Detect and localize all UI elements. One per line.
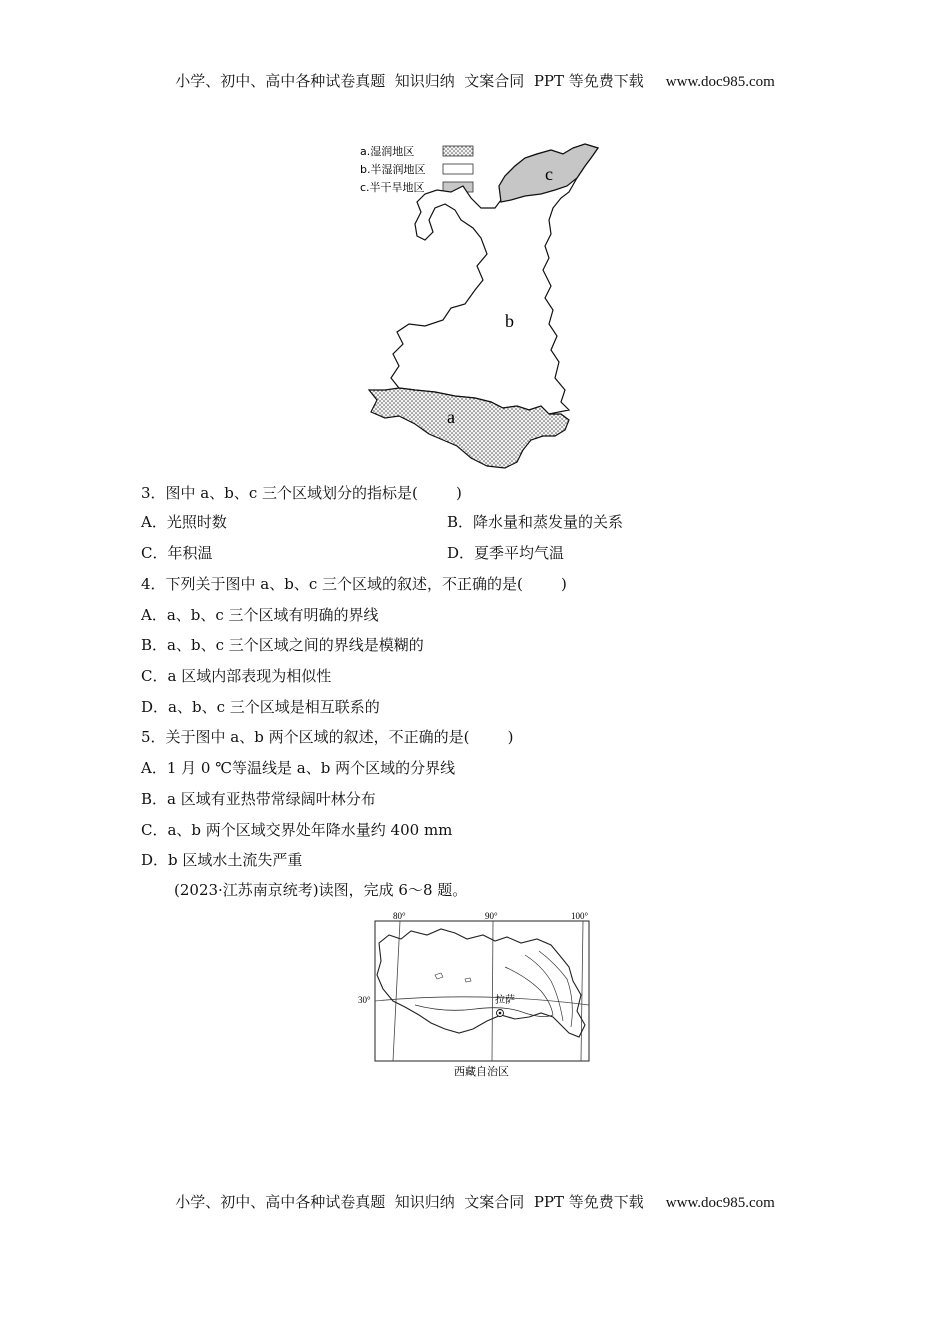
map-legend: [360, 144, 473, 194]
question-4-option-c: C．a 区域内部表现为相似性: [141, 667, 332, 685]
tibet-map: [355, 905, 595, 1085]
legend-label-a: a.湿润地区: [360, 145, 415, 158]
map-caption: 西藏自治区: [454, 1065, 509, 1078]
page-header: [0, 70, 950, 91]
lon-label-90: 90°: [485, 911, 498, 921]
lat-label-30: 30°: [358, 995, 371, 1005]
region-label-c: c: [545, 164, 553, 184]
source-line: (2023·江苏南京统考)读图，完成 6～8 题。: [174, 881, 468, 899]
lhasa-marker-dot: [499, 1012, 502, 1015]
legend-label-b: b.半湿润地区: [360, 163, 426, 176]
map-frame: [375, 921, 589, 1061]
question-3-option-a: A．光照时数: [141, 513, 227, 531]
question-5-option-d: D．b 区域水土流失严重: [141, 851, 303, 869]
question-3-option-c: C．年积温: [141, 544, 213, 562]
question-4-option-b: B．a、b、c 三个区域之间的界线是模糊的: [141, 636, 424, 654]
region-label-b: b: [505, 311, 514, 331]
header-text: 小学、初中、高中各种试卷真题 知识归纳 文案合同 PPT 等免费下载: [175, 72, 644, 90]
question-5-option-a: A．1 月 0 ℃等温线是 a、b 两个区域的分界线: [141, 759, 456, 777]
page-footer: [0, 1191, 950, 1212]
question-4-option-a: A．a、b、c 三个区域有明确的界线: [141, 606, 379, 624]
question-5-option-c: C．a、b 两个区域交界处年降水量约 400 mm: [141, 821, 453, 839]
question-4-stem: 4．下列关于图中 a、b、c 三个区域的叙述，不正确的是( ): [141, 575, 567, 593]
footer-text: 小学、初中、高中各种试卷真题 知识归纳 文案合同 PPT 等免费下载: [175, 1193, 644, 1211]
question-5-option-b: B．a 区域有亚热带常绿阔叶林分布: [141, 790, 376, 808]
footer-url[interactable]: www.doc985.com: [665, 1195, 775, 1211]
climate-region-map: [355, 140, 615, 475]
question-3-option-b: B．降水量和蒸发量的关系: [447, 513, 624, 531]
lon-label-80: 80°: [393, 911, 406, 921]
question-4-option-d: D．a、b、c 三个区域是相互联系的: [141, 698, 380, 716]
city-label-lhasa: 拉萨: [495, 995, 515, 1006]
legend-swatch-b: [443, 164, 473, 174]
region-label-a: a: [447, 407, 455, 427]
lon-label-100: 100°: [571, 911, 589, 921]
question-5-stem: 5．关于图中 a、b 两个区域的叙述，不正确的是( ): [141, 728, 514, 746]
legend-label-c: c.半干旱地区: [360, 181, 425, 194]
question-3-stem: 3．图中 a、b、c 三个区域划分的指标是( ): [141, 484, 462, 502]
legend-swatch-a: [443, 146, 473, 156]
question-3-option-d: D．夏季平均气温: [447, 544, 565, 562]
header-url[interactable]: www.doc985.com: [665, 74, 775, 90]
